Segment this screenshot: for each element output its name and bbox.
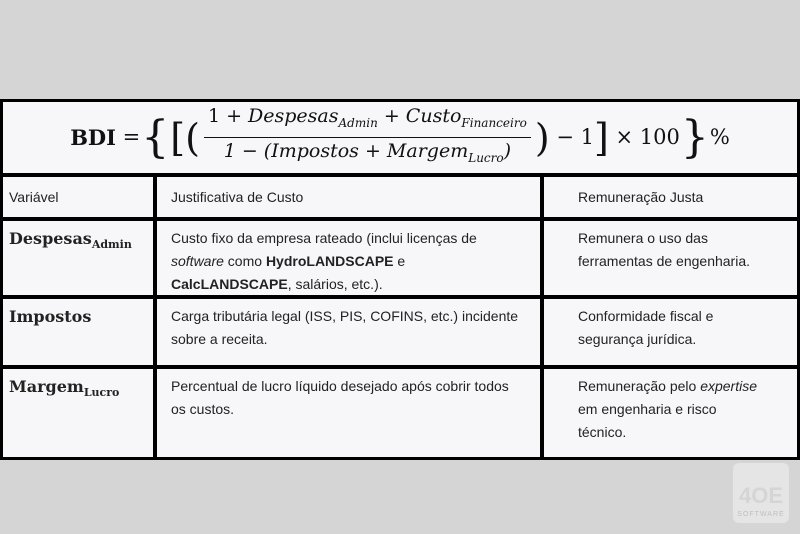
watermark-logo xyxy=(733,463,789,523)
denominator xyxy=(220,138,515,170)
num-custo-sub: Financeiro xyxy=(461,116,527,130)
text: Custo fixo da empresa rateado (inclui licenças de xyxy=(171,230,477,246)
bdi-table xyxy=(0,99,800,460)
numerator xyxy=(204,105,531,138)
den-margem: Margem xyxy=(386,140,469,162)
text: como xyxy=(223,253,266,269)
text-bold: CalcLANDSCAPE xyxy=(171,276,288,292)
text: e xyxy=(393,253,406,269)
header-justificativa: Justificativa de Custo xyxy=(157,177,540,217)
minus-one: − 1 xyxy=(556,125,594,149)
text: em engenharia e risco técnico. xyxy=(578,401,717,440)
text-italic: software xyxy=(171,253,224,269)
den-margem-sub: Lucro xyxy=(468,150,504,165)
row-despesas-remuneracao: Remunera o uso das ferramentas de engenharia. xyxy=(544,221,797,295)
den-close: ) xyxy=(503,140,512,162)
paren-close: ) xyxy=(534,115,550,160)
paren-open: ( xyxy=(185,115,200,160)
text-italic: expertise xyxy=(700,378,757,394)
var-sub: Admin xyxy=(91,238,132,252)
var-sub: Lucro xyxy=(83,386,120,400)
row-impostos-variable xyxy=(3,299,153,365)
num-plus: + xyxy=(377,105,406,128)
brace-close: } xyxy=(680,111,709,163)
var-name: Impostos xyxy=(9,307,92,326)
den-impostos: 1 − (Impostos + xyxy=(223,140,387,162)
row-despesas-justificativa xyxy=(157,221,540,295)
bdi-formula xyxy=(3,102,797,173)
text: , salários, etc.). xyxy=(287,276,383,292)
row-margem-variable xyxy=(3,369,153,457)
formula-eq: = xyxy=(122,125,141,149)
var-name: Despesas xyxy=(9,229,92,248)
formula-fraction xyxy=(204,105,531,170)
var-name: Margem xyxy=(9,377,84,396)
text: Remuneração pelo xyxy=(578,378,701,394)
row-impostos-justificativa: Carga tributária legal (ISS, PIS, COFINS, etc.) incidente sobre a receita. xyxy=(157,299,540,365)
row-despesas-variable xyxy=(3,221,153,295)
text-bold: HydroLANDSCAPE xyxy=(265,253,394,269)
bracket-open: [ xyxy=(170,115,186,160)
num-one: 1 + xyxy=(207,105,249,128)
row-margem-justificativa: Percentual de lucro líquido desejado após cobrir todos os custos. xyxy=(157,369,540,457)
row-margem-remuneracao xyxy=(544,369,797,457)
logo-mark-icon: 4OE xyxy=(738,483,784,508)
logo-text: SOFTWARE xyxy=(737,511,785,518)
times-100: × 100 xyxy=(615,125,680,149)
brace-open: { xyxy=(141,111,170,163)
bracket-close: ] xyxy=(593,115,609,160)
header-variavel: Variável xyxy=(3,177,153,217)
num-despesas-sub: Admin xyxy=(338,116,378,130)
formula-lhs: BDI xyxy=(70,125,116,150)
header-remuneracao: Remuneração Justa xyxy=(544,177,797,217)
num-custo: Custo xyxy=(405,105,462,128)
percent: % xyxy=(709,125,730,149)
num-despesas: Despesas xyxy=(248,105,339,128)
row-impostos-remuneracao: Conformidade fiscal e segurança jurídica. xyxy=(544,299,797,365)
